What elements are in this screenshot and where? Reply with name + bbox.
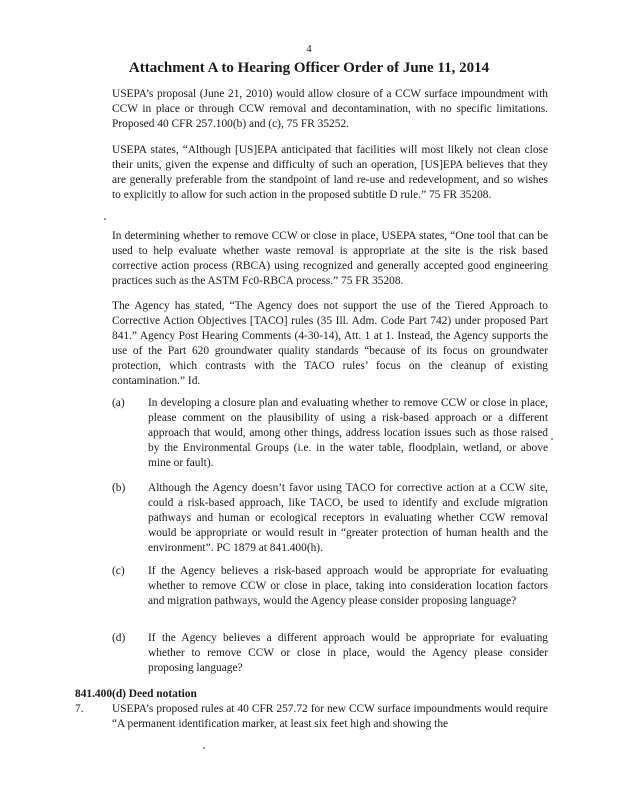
- section-heading: 841.400(d) Deed notation: [75, 688, 197, 700]
- question-text: In developing a closure plan and evaluating whether to remove CCW or close in place, please comment on the plausibility of using a risk-based approach or a different approach that would, among other things, address location issues such as those raised by the Environmental Groups (i.e. in the water table, floodplain, wetland, or above mine or fault).: [148, 397, 548, 469]
- paragraph-usepa-states: USEPA states, “Although [US]EPA anticipated that facilities will most likely not clean close their units, given the expense and difficulty of such an operation, [US]EPA believes that they are generally preferable from the standpoint of land re-use and redevelopment, and so wishes to explicitly to allow for such action in the proposed subtitle D rule.” 75 FR 35208.: [112, 144, 548, 201]
- paragraph-agency-stated: The Agency has stated, “The Agency does not support the use of the Tiered Approach to Corrective Action Objectives [TACO] rules (35 Ill. Adm. Code Part 742) under proposed Part 841.” Agency Post Hearing Comments (4-30-14), Att. 1 at 1. Instead, the Agency supports the use of the Part 620 groundwater quality standards “because of its focus on groundwater protection, which contrasts with the TACO rules’ focus on the cleanup of existing contamination.” Id.: [112, 300, 548, 387]
- scan-speck: [104, 218, 106, 220]
- question-label: (b): [112, 482, 126, 494]
- question-label: (d): [112, 632, 126, 644]
- paragraph-proposal: USEPA’s proposal (June 21, 2010) would allow closure of a CCW surface impoundment with CCW in place or through CCW removal and decontamination, with no specific limitations. Proposed 40 CFR 257.100(b) and (c), 75 FR 35252.: [112, 88, 548, 130]
- question-text: Although the Agency doesn’t favor using TACO for corrective action at a CCW site, could a risk-based approach, like TACO, be used to identify and exclude migration pathways and human or ecological receptors in evaluating whether CCW removal would be appropriate or would result in “greater protection of human health and the environment”. PC 1879 at 841.400(h).: [148, 482, 548, 554]
- item-text: USEPA’s proposed rules at 40 CFR 257.72 for new CCW surface impoundments would require “A permanent identification marker, at least six feet high and showing the: [112, 703, 548, 730]
- scan-speck: [551, 438, 553, 440]
- question-label: (c): [112, 565, 125, 577]
- page-title: Attachment A to Hearing Officer Order of June 11, 2014: [128, 60, 490, 76]
- question-label: (a): [112, 397, 125, 409]
- question-text: If the Agency believes a different approach would be appropriate for evaluating whether to remove CCW or close in place, would the Agency please consider proposing language?: [148, 632, 548, 674]
- paragraph-determining: In determining whether to remove CCW or close in place, USEPA states, “One tool that can be used to help evaluate whether waste removal is appropriate at the site is the risk based corrective action process (RBCA) using recognized and generally accepted good engineering practices such as the ASTM Fc0-RBCA process.” 75 FR 35208.: [112, 230, 548, 287]
- scan-speck: [203, 747, 205, 749]
- question-text: If the Agency believes a risk-based approach would be appropriate for evaluating whether to remove CCW or close in place, taking into consideration location factors and migration pathways, would the Agency please consider proposing language?: [148, 565, 548, 607]
- item-number: 7.: [75, 703, 84, 715]
- page-number: 4: [306, 44, 312, 55]
